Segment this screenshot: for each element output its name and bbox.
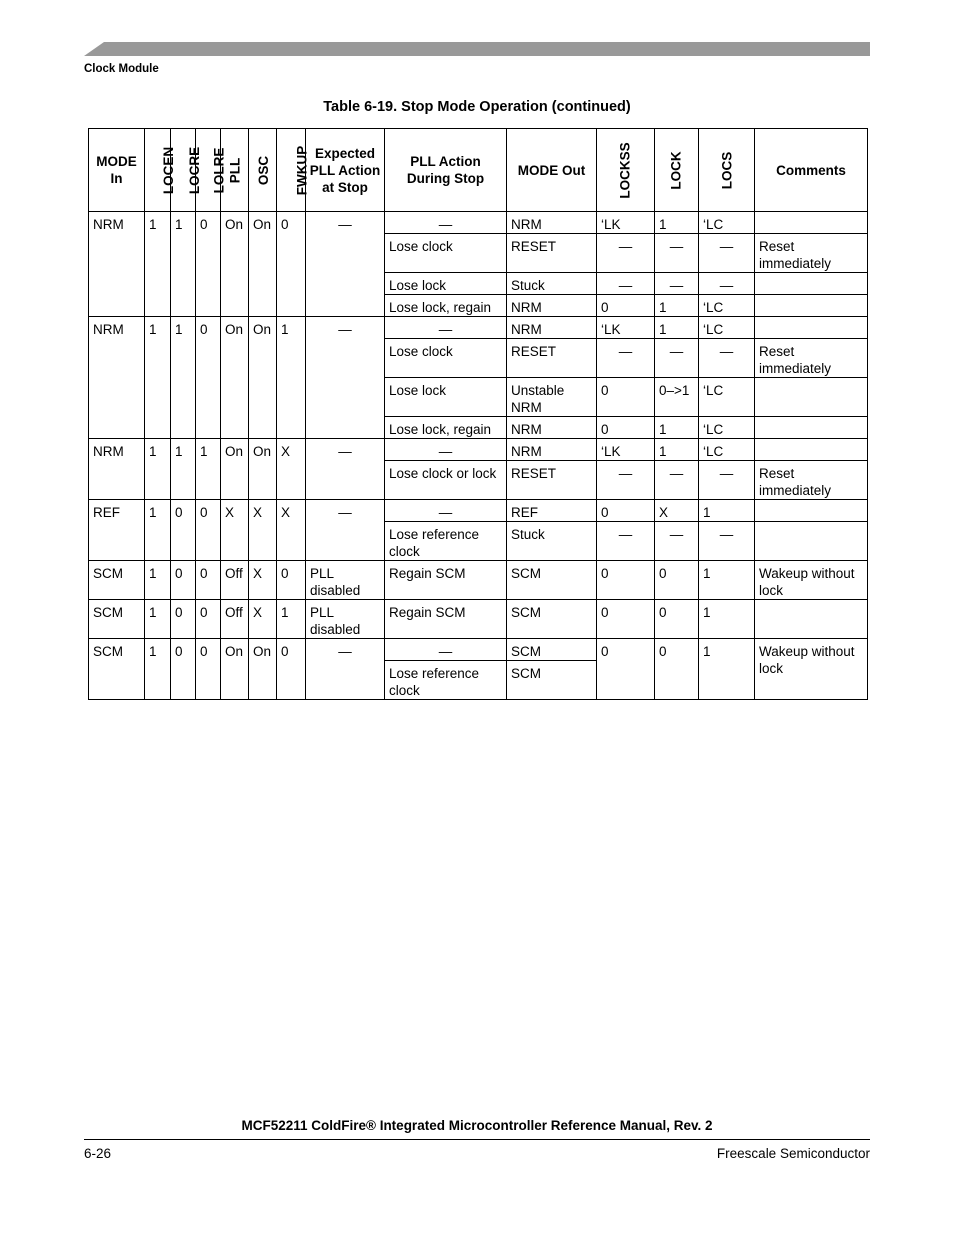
cell-action: Lose lock, regain — [385, 417, 507, 439]
column-header: FWKUP — [277, 129, 306, 212]
cell-comments — [755, 317, 868, 339]
cell-fwkup: 1 — [277, 317, 306, 439]
cell-locs: ‘LC — [699, 439, 755, 461]
cell-expected: PLL disabled — [306, 561, 385, 600]
cell-comments — [755, 522, 868, 561]
cell-locs: ‘LC — [699, 212, 755, 234]
table-title: Table 6-19. Stop Mode Operation (continued) — [323, 99, 631, 115]
cell-fwkup: X — [277, 439, 306, 500]
cell-locen: 1 — [145, 500, 171, 561]
cell-lockss: — — [597, 461, 655, 500]
cell-mode_out: RESET — [507, 234, 597, 273]
cell-lockss: 0 — [597, 417, 655, 439]
cell-lock: 0 — [655, 600, 699, 639]
cell-mode_out: SCM — [507, 639, 597, 661]
cell-locen: 1 — [145, 212, 171, 317]
cell-lolre: 1 — [196, 439, 221, 500]
cell-osc: X — [249, 500, 277, 561]
cell-locen: 1 — [145, 317, 171, 439]
cell-locs: — — [699, 273, 755, 295]
cell-lock: — — [655, 234, 699, 273]
cell-lockss: ‘LK — [597, 212, 655, 234]
column-header: LOCRE — [171, 129, 196, 212]
cell-locs: — — [699, 461, 755, 500]
cell-action: Lose clock — [385, 234, 507, 273]
cell-pll: Off — [221, 561, 249, 600]
cell-lock: — — [655, 339, 699, 378]
column-header: Expected PLL Action at Stop — [306, 129, 385, 212]
cell-lock: 1 — [655, 417, 699, 439]
manual-title: MCF52211 ColdFire® Integrated Microcontroller Reference Manual, Rev. 2 — [241, 1118, 713, 1133]
cell-comments: Reset immediately — [755, 234, 868, 273]
table-row — [89, 600, 868, 639]
cell-comments — [755, 273, 868, 295]
cell-locen: 1 — [145, 639, 171, 700]
cell-locs: — — [699, 339, 755, 378]
cell-mode_out: Stuck — [507, 273, 597, 295]
table-row — [89, 212, 868, 234]
cell-expected: — — [306, 500, 385, 561]
cell-lock: — — [655, 461, 699, 500]
cell-pll: Off — [221, 600, 249, 639]
cell-osc: X — [249, 600, 277, 639]
cell-comments — [755, 295, 868, 317]
cell-locre: 0 — [171, 561, 196, 600]
cell-action: Lose clock or lock — [385, 461, 507, 500]
cell-action: Lose reference clock — [385, 522, 507, 561]
cell-lolre: 0 — [196, 317, 221, 439]
column-header: LOLRE — [196, 129, 221, 212]
cell-lock: X — [655, 500, 699, 522]
cell-lolre: 0 — [196, 212, 221, 317]
cell-action: Lose lock, regain — [385, 295, 507, 317]
column-header: LOCEN — [145, 129, 171, 212]
cell-comments — [755, 500, 868, 522]
cell-locre: 1 — [171, 212, 196, 317]
page-number: 6-26 — [84, 1146, 112, 1161]
cell-locre: 0 — [171, 600, 196, 639]
cell-mode_out: NRM — [507, 439, 597, 461]
cell-comments — [755, 439, 868, 461]
cell-locs: ‘LC — [699, 317, 755, 339]
cell-lockss: 0 — [597, 561, 655, 600]
cell-locs: 1 — [699, 639, 755, 700]
cell-locre: 0 — [171, 500, 196, 561]
cell-fwkup: X — [277, 500, 306, 561]
column-header: LOCS — [699, 129, 755, 212]
cell-mode_out: NRM — [507, 317, 597, 339]
table-row — [89, 500, 868, 522]
cell-locre: 1 — [171, 317, 196, 439]
cell-mode_in: SCM — [89, 561, 145, 600]
cell-locs: 1 — [699, 500, 755, 522]
cell-lock: — — [655, 522, 699, 561]
cell-action: Lose lock — [385, 378, 507, 417]
cell-locs: ‘LC — [699, 378, 755, 417]
column-header: PLL — [221, 129, 249, 212]
cell-lock: 0 — [655, 639, 699, 700]
cell-lockss: — — [597, 273, 655, 295]
cell-osc: X — [249, 561, 277, 600]
cell-fwkup: 0 — [277, 561, 306, 600]
cell-lockss: 0 — [597, 639, 655, 700]
cell-lockss: 0 — [597, 500, 655, 522]
cell-lockss: 0 — [597, 600, 655, 639]
cell-lock: 1 — [655, 295, 699, 317]
cell-lolre: 0 — [196, 600, 221, 639]
cell-comments: Reset immediately — [755, 461, 868, 500]
cell-pll: On — [221, 317, 249, 439]
cell-mode_out: Stuck — [507, 522, 597, 561]
cell-locen: 1 — [145, 561, 171, 600]
cell-pll: On — [221, 639, 249, 700]
column-header: Comments — [755, 129, 868, 212]
cell-comments — [755, 212, 868, 234]
cell-locs: 1 — [699, 561, 755, 600]
cell-lockss: — — [597, 522, 655, 561]
cell-fwkup: 1 — [277, 600, 306, 639]
cell-lockss: ‘LK — [597, 317, 655, 339]
cell-osc: On — [249, 639, 277, 700]
cell-action: Regain SCM — [385, 600, 507, 639]
cell-locs: ‘LC — [699, 417, 755, 439]
cell-locen: 1 — [145, 600, 171, 639]
column-header: MODE Out — [507, 129, 597, 212]
table-row — [89, 317, 868, 339]
cell-mode_in: SCM — [89, 639, 145, 700]
cell-expected: — — [306, 439, 385, 500]
cell-action: — — [385, 639, 507, 661]
cell-lolre: 0 — [196, 500, 221, 561]
header-bar — [84, 42, 870, 56]
cell-mode_out: NRM — [507, 212, 597, 234]
table-body — [89, 212, 868, 700]
cell-locs: ‘LC — [699, 295, 755, 317]
cell-mode_out: RESET — [507, 461, 597, 500]
cell-locre: 1 — [171, 439, 196, 500]
cell-locre: 0 — [171, 639, 196, 700]
cell-mode_in: NRM — [89, 212, 145, 317]
cell-mode_out: SCM — [507, 561, 597, 600]
cell-mode_in: REF — [89, 500, 145, 561]
cell-action: Lose reference clock — [385, 661, 507, 700]
cell-comments: Reset immediately — [755, 339, 868, 378]
cell-comments — [755, 378, 868, 417]
cell-osc: On — [249, 212, 277, 317]
cell-pll: On — [221, 439, 249, 500]
cell-comments — [755, 600, 868, 639]
column-header: OSC — [249, 129, 277, 212]
cell-comments — [755, 417, 868, 439]
cell-lockss: — — [597, 339, 655, 378]
cell-lockss: 0 — [597, 378, 655, 417]
column-header: LOCK — [655, 129, 699, 212]
cell-comments: Wakeup without lock — [755, 561, 868, 600]
cell-mode_out: NRM — [507, 295, 597, 317]
cell-action: — — [385, 212, 507, 234]
cell-mode_out: SCM — [507, 600, 597, 639]
cell-fwkup: 0 — [277, 212, 306, 317]
cell-mode_in: NRM — [89, 317, 145, 439]
table-row — [89, 639, 868, 661]
cell-locs: 1 — [699, 600, 755, 639]
cell-expected: — — [306, 317, 385, 439]
cell-pll: On — [221, 212, 249, 317]
cell-osc: On — [249, 439, 277, 500]
table-row — [89, 439, 868, 461]
cell-lolre: 0 — [196, 561, 221, 600]
cell-expected: PLL disabled — [306, 600, 385, 639]
cell-mode_out: Unstable NRM — [507, 378, 597, 417]
cell-action: Lose clock — [385, 339, 507, 378]
table-header-row — [89, 129, 868, 212]
column-header: MODE In — [89, 129, 145, 212]
cell-action: — — [385, 439, 507, 461]
cell-mode_in: SCM — [89, 600, 145, 639]
cell-lock: 1 — [655, 317, 699, 339]
cell-mode_out: REF — [507, 500, 597, 522]
cell-lockss: ‘LK — [597, 439, 655, 461]
cell-mode_out: RESET — [507, 339, 597, 378]
cell-lock: 1 — [655, 212, 699, 234]
footer-rule — [84, 1139, 870, 1140]
cell-lock: 0 — [655, 561, 699, 600]
cell-action: Regain SCM — [385, 561, 507, 600]
cell-comments: Wakeup without lock — [755, 639, 868, 700]
cell-action: Lose lock — [385, 273, 507, 295]
company-name: Freescale Semiconductor — [716, 1146, 870, 1161]
cell-expected: — — [306, 639, 385, 700]
cell-action: — — [385, 500, 507, 522]
stop-mode-table — [88, 128, 868, 700]
cell-lock: — — [655, 273, 699, 295]
cell-lockss: 0 — [597, 295, 655, 317]
cell-mode_in: NRM — [89, 439, 145, 500]
column-header: LOCKSS — [597, 129, 655, 212]
cell-expected: — — [306, 212, 385, 317]
cell-osc: On — [249, 317, 277, 439]
cell-mode_out: NRM — [507, 417, 597, 439]
cell-locs: — — [699, 522, 755, 561]
cell-action: — — [385, 317, 507, 339]
cell-lolre: 0 — [196, 639, 221, 700]
column-header: PLL Action During Stop — [385, 129, 507, 212]
cell-pll: X — [221, 500, 249, 561]
cell-locs: — — [699, 234, 755, 273]
cell-locen: 1 — [145, 439, 171, 500]
section-label: Clock Module — [84, 63, 159, 75]
cell-fwkup: 0 — [277, 639, 306, 700]
cell-lockss: — — [597, 234, 655, 273]
table-row — [89, 561, 868, 600]
cell-lock: 1 — [655, 439, 699, 461]
cell-mode_out: SCM — [507, 661, 597, 700]
cell-lock: 0–>1 — [655, 378, 699, 417]
